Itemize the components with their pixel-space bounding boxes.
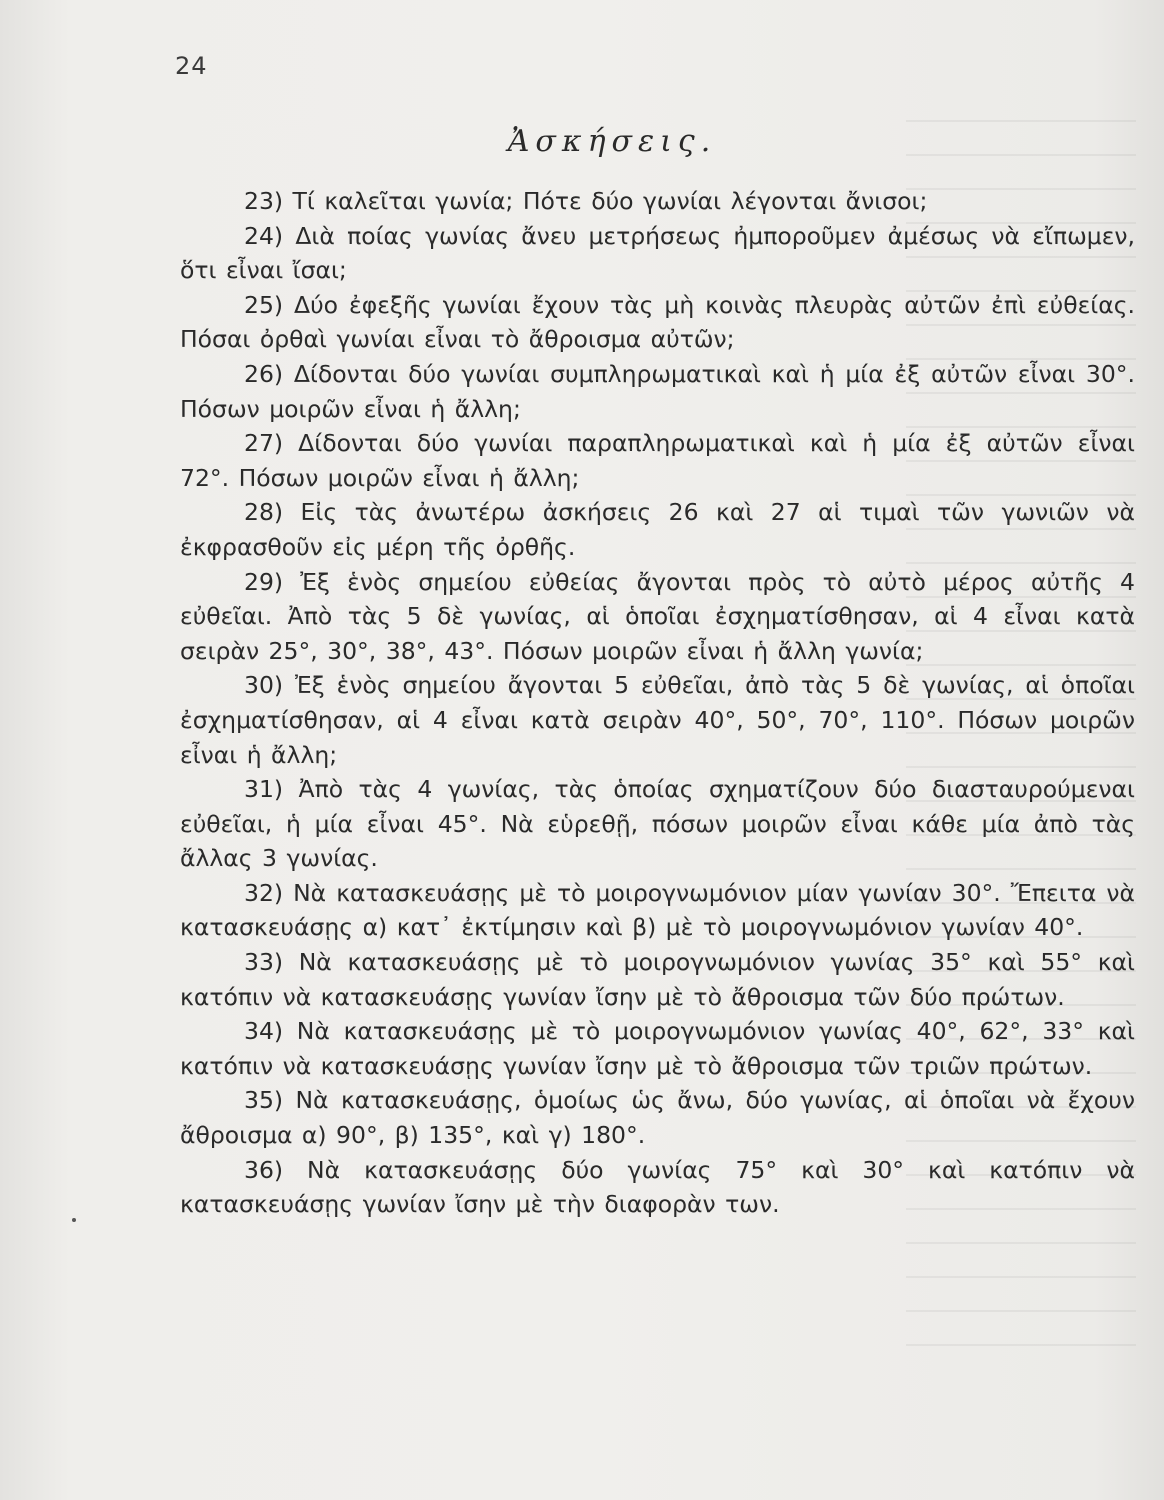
page-number: 24 (175, 52, 208, 80)
exercise-29: 29) Ἐξ ἑνὸς σημείου εὐθείας ἄγονται πρὸς τὸ αὐτὸ μέρος αὐτῆς 4 εὐθεῖαι. Ἀπὸ τὰς 5 δὲ γωνίας, αἱ ὁποῖαι ἐσχηματίσθησαν, αἱ 4 εἶναι κατὰ σειρὰν 25°, 30°, 38°, 43°. Πόσων μοιρῶν εἶναι ἡ ἄλλη γωνία; (180, 567, 1135, 665)
exercise-34: 34) Νὰ κατασκευάσῃς μὲ τὸ μοιρογνωμόνιον γωνίας 40°, 62°, 33° καὶ κατόπιν νὰ κατασκευάσῃς γωνίαν ἴσην μὲ τὸ ἄθροισμα τῶν τριῶν πρώτων. (180, 1017, 1135, 1080)
exercise-30: 30) Ἐξ ἑνὸς σημείου ἄγονται 5 εὐθεῖαι, ἀπὸ τὰς 5 δὲ γωνίας, αἱ ὁποῖαι ἐσχηματίσθησαν, αἱ 4 εἶναι κατὰ σειρὰν 40°, 50°, 70°, 110°. Πόσων μοιρῶν εἶναι ἡ ἄλλη; (180, 671, 1135, 769)
exercise-25: 25) Δύο ἐφεξῆς γωνίαι ἔχουν τὰς μὴ κοινὰς πλευρὰς αὐτῶν ἐπὶ εὐθείας. Πόσαι ὀρθαὶ γωνίαι εἶναι τὸ ἄθροισμα αὐτῶν; (180, 290, 1135, 354)
exercise-33: 33) Νὰ κατασκευάσῃς μὲ τὸ μοιρογνωμόνιον γωνίας 35° καὶ 55° καὶ κατόπιν νὰ κατασκευάσῃς γωνίαν ἴσην μὲ τὸ ἄθροισμα τῶν δύο πρώτων. (180, 948, 1135, 1011)
exercise-26: 26) Δίδονται δύο γωνίαι συμπληρωματικαὶ καὶ ἡ μία ἐξ αὐτῶν εἶναι 30°. Πόσων μοιρῶν εἶναι ἡ ἄλλη; (180, 359, 1135, 423)
exercise-27: 27) Δίδονται δύο γωνίαι παραπληρωματικαὶ καὶ ἡ μία ἐξ αὐτῶν εἶναι 72°. Πόσων μοιρῶν εἶναι ἡ ἄλλη; (180, 429, 1135, 492)
exercise-35: 35) Νὰ κατασκευάσῃς, ὁμοίως ὡς ἄνω, δύο γωνίας, αἱ ὁποῖαι νὰ ἔχουν ἄθροισμα α) 90°, β) 135°, καὶ γ) 180°. (180, 1086, 1135, 1150)
paper-speck (72, 1218, 76, 1222)
exercise-28: 28) Εἰς τὰς ἀνωτέρω ἀσκήσεις 26 καὶ 27 αἱ τιμαὶ τῶν γωνιῶν νὰ ἐκφρασθοῦν εἰς μέρη τῆς ὀρθῆς. (180, 498, 1135, 561)
exercise-23: 23) Τί καλεῖται γωνία; Πότε δύο γωνίαι λέγονται ἄνισοι; (244, 187, 928, 215)
exercise-24: 24) Διὰ ποίας γωνίας ἄνευ μετρήσεως ἠμποροῦμεν ἀμέσως νὰ εἴπωμεν, ὅτι εἶναι ἴσαι; (180, 221, 1135, 285)
section-heading: Ἀσκήσεις. (507, 124, 717, 159)
exercise-36: 36) Νὰ κατασκευάσῃς δύο γωνίας 75° καὶ 30° καὶ κατόπιν νὰ κατασκευάσῃς γωνίαν ἴσην μὲ τὴν διαφορὰν των. (180, 1155, 1135, 1219)
exercise-list (180, 184, 1135, 1222)
exercise-31: 31) Ἀπὸ τὰς 4 γωνίας, τὰς ὁποίας σχηματίζουν δύο διασταυρούμεναι εὐθεῖαι, ἡ μία εἶναι 45°. Νὰ εὑρεθῇ, πόσων μοιρῶν εἶναι κάθε μία ἀπὸ τὰς ἄλλας 3 γωνίας. (180, 775, 1135, 873)
exercise-32: 32) Νὰ κατασκευάσῃς μὲ τὸ μοιρογνωμόνιον μίαν γωνίαν 30°. Ἔπειτα νὰ κατασκευάσῃς α) κατ᾽ ἐκτίμησιν καὶ β) μὲ τὸ μοιρογνωμόνιον γωνίαν 40°. (180, 878, 1135, 942)
